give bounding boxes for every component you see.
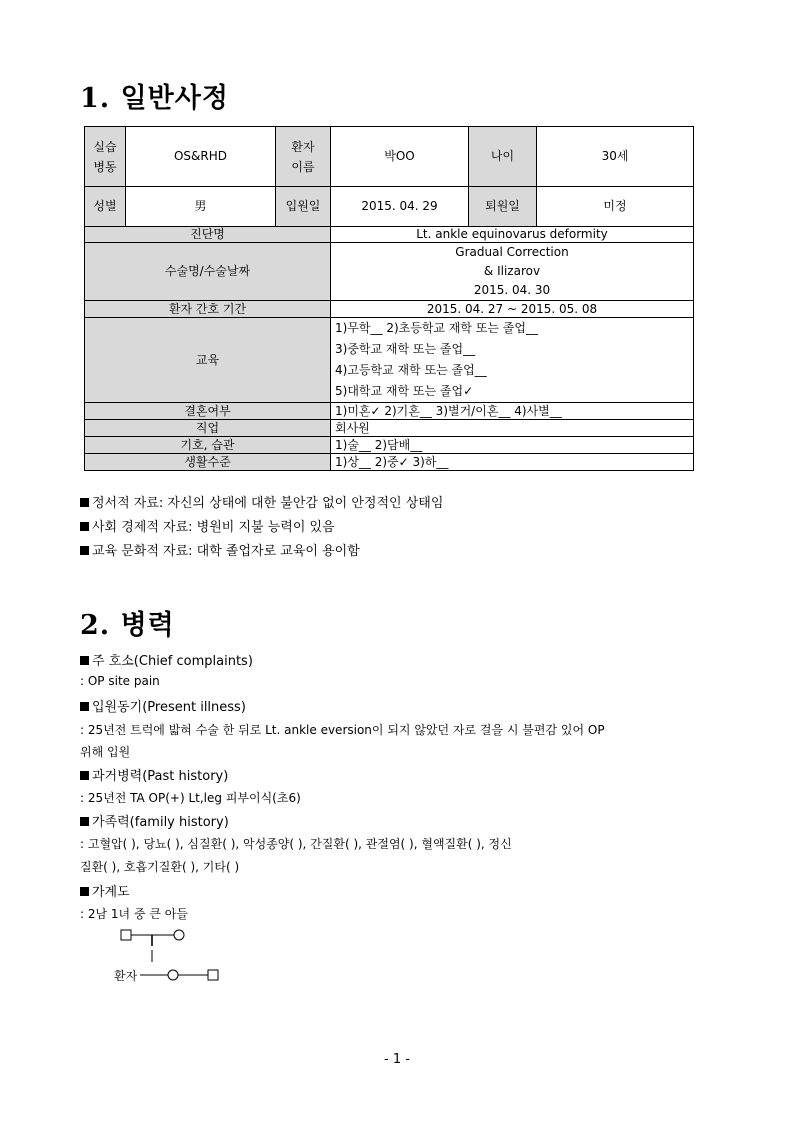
education-option: 1)무학__ 2)초등학교 재학 또는 졸업__ [335,321,538,335]
past-history-text: : 25년전 TA OP(+) Lt,leg 피부이식(초6) [80,791,301,805]
sister-circle-icon [168,970,178,980]
diagnosis-label: 진단명 [85,227,331,243]
general-info-table [84,126,694,471]
living-standard-label: 생활수준 [85,454,331,471]
heading-text: 과거병력(Past history) [92,769,229,784]
note-text: 정서적 자료: 자신의 상태에 대한 불안감 없이 안정적인 상태임 [92,496,444,511]
heading-text: 가계도 [92,885,130,900]
ward-label: 실습 병동 [85,127,126,187]
present-illness-heading [80,696,246,715]
patient-name-value: 박OO [331,127,469,187]
square-bullet-icon [80,498,89,507]
square-bullet-icon [80,702,89,711]
square-bullet-icon [80,546,89,555]
square-bullet-icon [80,887,89,896]
education-option: 5)대학교 재학 또는 졸업✓ [335,384,474,398]
surgery-date: 2015. 04. 30 [473,283,551,297]
discharge-date-label: 퇴원일 [469,187,537,227]
heading-text: 주 호소(Chief complaints) [92,654,253,669]
genogram-heading [80,881,130,900]
note-socioeconomic [80,516,335,535]
patient-name-label: 환자 이름 [276,127,331,187]
age-value: 30세 [537,127,694,187]
past-history-heading [80,765,228,784]
marriage-label: 결혼여부 [85,403,331,420]
square-bullet-icon [80,656,89,665]
admission-date-value: 2015. 04. 29 [331,187,469,227]
note-text: 사회 경제적 자료: 병원비 지불 능력이 있음 [92,520,335,535]
sex-label: 성별 [85,187,126,227]
surgery-name-line1: Gradual Correction [455,245,569,259]
family-history-heading [80,811,229,830]
surgery-label: 수술명/수술날짜 [85,243,331,301]
square-bullet-icon [80,817,89,826]
admission-date-label: 입원일 [276,187,331,227]
present-illness-text: : 25년전 트럭에 밟혀 수술 한 뒤로 Lt. ankle eversion이 되지 않았던 자로 걸을 시 불편감 있어 OP [80,723,605,737]
square-bullet-icon [80,771,89,780]
habit-label: 기호, 습관 [85,437,331,454]
page-number: - 1 - [384,1052,410,1067]
chief-complaints-text: : OP site pain [80,674,160,688]
mother-circle-icon [174,930,184,940]
diagnosis-value: Lt. ankle equinovarus deformity [331,227,694,243]
present-illness-text-cont: 위해 입원 [80,745,131,759]
education-option: 3)중학교 재학 또는 졸업__ [335,342,476,356]
family-history-text: : 고혈압( ), 당뇨( ), 심질환( ), 악성종양( ), 간질환( ), 관절염( ), 혈액질환( ), 정신 [80,837,512,851]
education-label: 교육 [85,318,331,403]
ward-value: OS&RHD [126,127,276,187]
habit-value: 1)술__ 2)담배__ [331,437,694,454]
genogram-diagram [108,924,238,986]
note-education [80,540,360,559]
care-period-label: 환자 간호 기간 [85,301,331,318]
marriage-value: 1)미혼✓ 2)기혼__ 3)별거/이혼__ 4)사별__ [331,403,694,420]
age-label: 나이 [469,127,537,187]
job-label: 직업 [85,420,331,437]
note-text: 교육 문화적 자료: 대학 졸업자로 교육이 용이함 [92,544,360,559]
family-history-text-cont: 질환( ), 호흡기질환( ), 기타( ) [80,860,240,874]
sex-value: 男 [126,187,276,227]
square-bullet-icon [80,522,89,531]
heading-text: 입원동기(Present illness) [92,700,246,715]
section-1-title: 1. 일반사정 [80,83,229,114]
heading-text: 가족력(family history) [92,815,229,830]
education-options [331,318,694,403]
living-standard-value: 1)상__ 2)중✓ 3)하__ [331,454,694,471]
care-period-value: 2015. 04. 27 ~ 2015. 05. 08 [331,301,694,318]
job-value: 회사원 [331,420,694,437]
patient-label: 환자 [114,969,138,983]
father-square-icon [121,930,131,940]
surgery-name-line2: & Ilizarov [483,264,541,278]
chief-complaints-heading [80,650,253,669]
discharge-date-value: 미정 [537,187,694,227]
section-2-title: 2. 병력 [80,610,175,641]
surgery-value [331,243,694,301]
note-emotional [80,492,443,511]
brother-square-icon [208,970,218,980]
education-option: 4)고등학교 재학 또는 졸업__ [335,363,487,377]
genogram-text: : 2남 1녀 중 큰 아들 [80,907,188,921]
